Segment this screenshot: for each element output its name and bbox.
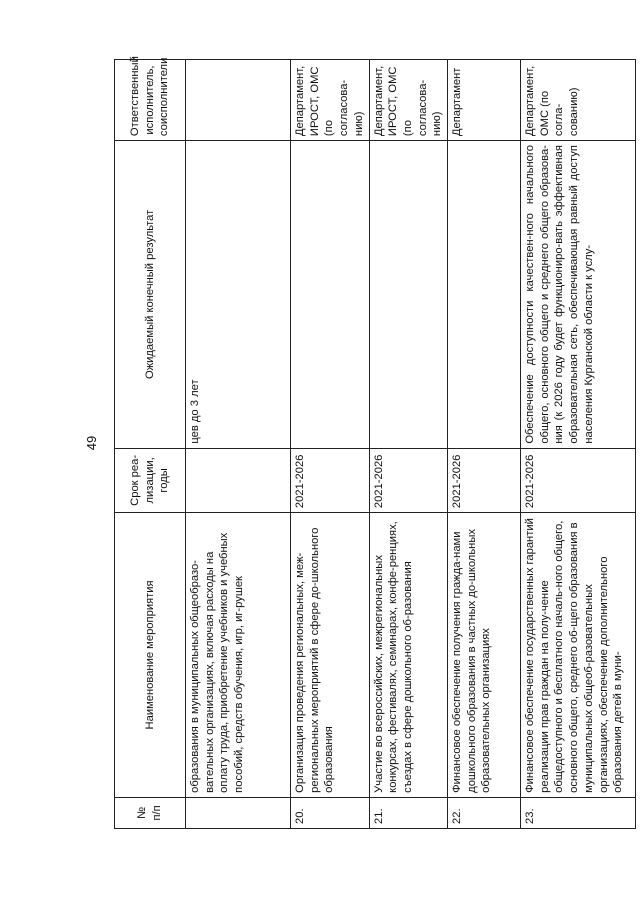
header-executor: Ответственный исполнитель, соисполнители <box>115 60 186 141</box>
cell-term: 2021-2026 <box>521 448 636 512</box>
table-row <box>186 60 291 829</box>
cell-name: образования в муниципальных общеобразо-вательных организациях, включая расходы на оплату труда, приобретение учебников и учебных пособий, средств обучения, игр, иг-рушек <box>186 513 291 798</box>
cell-name: Участие во всероссийских, межрегиональных конкурсах, фестивалях, семинарах, конфе-ренциях, съездах в сфере дошкольного об-разования <box>369 513 448 798</box>
cell-term <box>186 448 291 512</box>
cell-result <box>448 141 521 449</box>
cell-executor: Департамент, ОМС (по согла-сованию) <box>521 60 636 141</box>
page-number: 49 <box>84 435 99 451</box>
table-header-row <box>115 60 186 829</box>
cell-executor <box>186 60 291 141</box>
cell-result: цев до 3 лет <box>186 141 291 449</box>
cell-executor: Департамент, ИРОСТ, ОМС (по согласова-нию) <box>291 60 370 141</box>
cell-term: 2021-2026 <box>448 448 521 512</box>
cell-name: Финансовое обеспечение государственных гарантий реализации прав граждан на полу-чение общедоступного и бесплатного началь-ного общего, основного общего, среднего об-щего образования в муниципальных общеоб-разовательных организациях, обеспечение дополнительного образования детей в муни- <box>521 513 636 798</box>
measures-table-wrapper <box>114 56 640 824</box>
cell-term: 2021-2026 <box>369 448 448 512</box>
table-row <box>448 60 521 829</box>
cell-num <box>186 797 291 828</box>
cell-name: Финансовое обеспечение получения гражда-нами дошкольного образования в частных до-школьных образовательных организациях <box>448 513 521 798</box>
header-num: № п/п <box>115 797 186 828</box>
table-row <box>291 60 370 829</box>
cell-term: 2021-2026 <box>291 448 370 512</box>
measures-table <box>114 56 636 829</box>
cell-executor: Департамент, ИРОСТ, ОМС (по согласова-нию) <box>369 60 448 141</box>
cell-num: 20. <box>291 797 370 828</box>
header-result: Ожидаемый конечный результат <box>115 141 186 449</box>
cell-executor: Департамент <box>448 60 521 141</box>
cell-num: 21. <box>369 797 448 828</box>
header-name: Наименование мероприятия <box>115 513 186 798</box>
cell-num: 23. <box>521 797 636 828</box>
table-row <box>521 60 636 829</box>
cell-num: 22. <box>448 797 521 828</box>
cell-result: Обеспечение доступности качествен-ного начального общего, основного общего и среднего общего образова-ния (к 2026 году будет функциониро-вать эффективная образовательная сеть, обеспечивающая равный доступ населения Курганской области к услу- <box>521 141 636 449</box>
table-row <box>369 60 448 829</box>
cell-name: Организация проведения региональных, меж-региональных мероприятий в сфере до-школьного образования <box>291 513 370 798</box>
header-term: Срок реа-лизации, годы <box>115 448 186 512</box>
cell-result <box>369 141 448 449</box>
cell-result <box>291 141 370 449</box>
